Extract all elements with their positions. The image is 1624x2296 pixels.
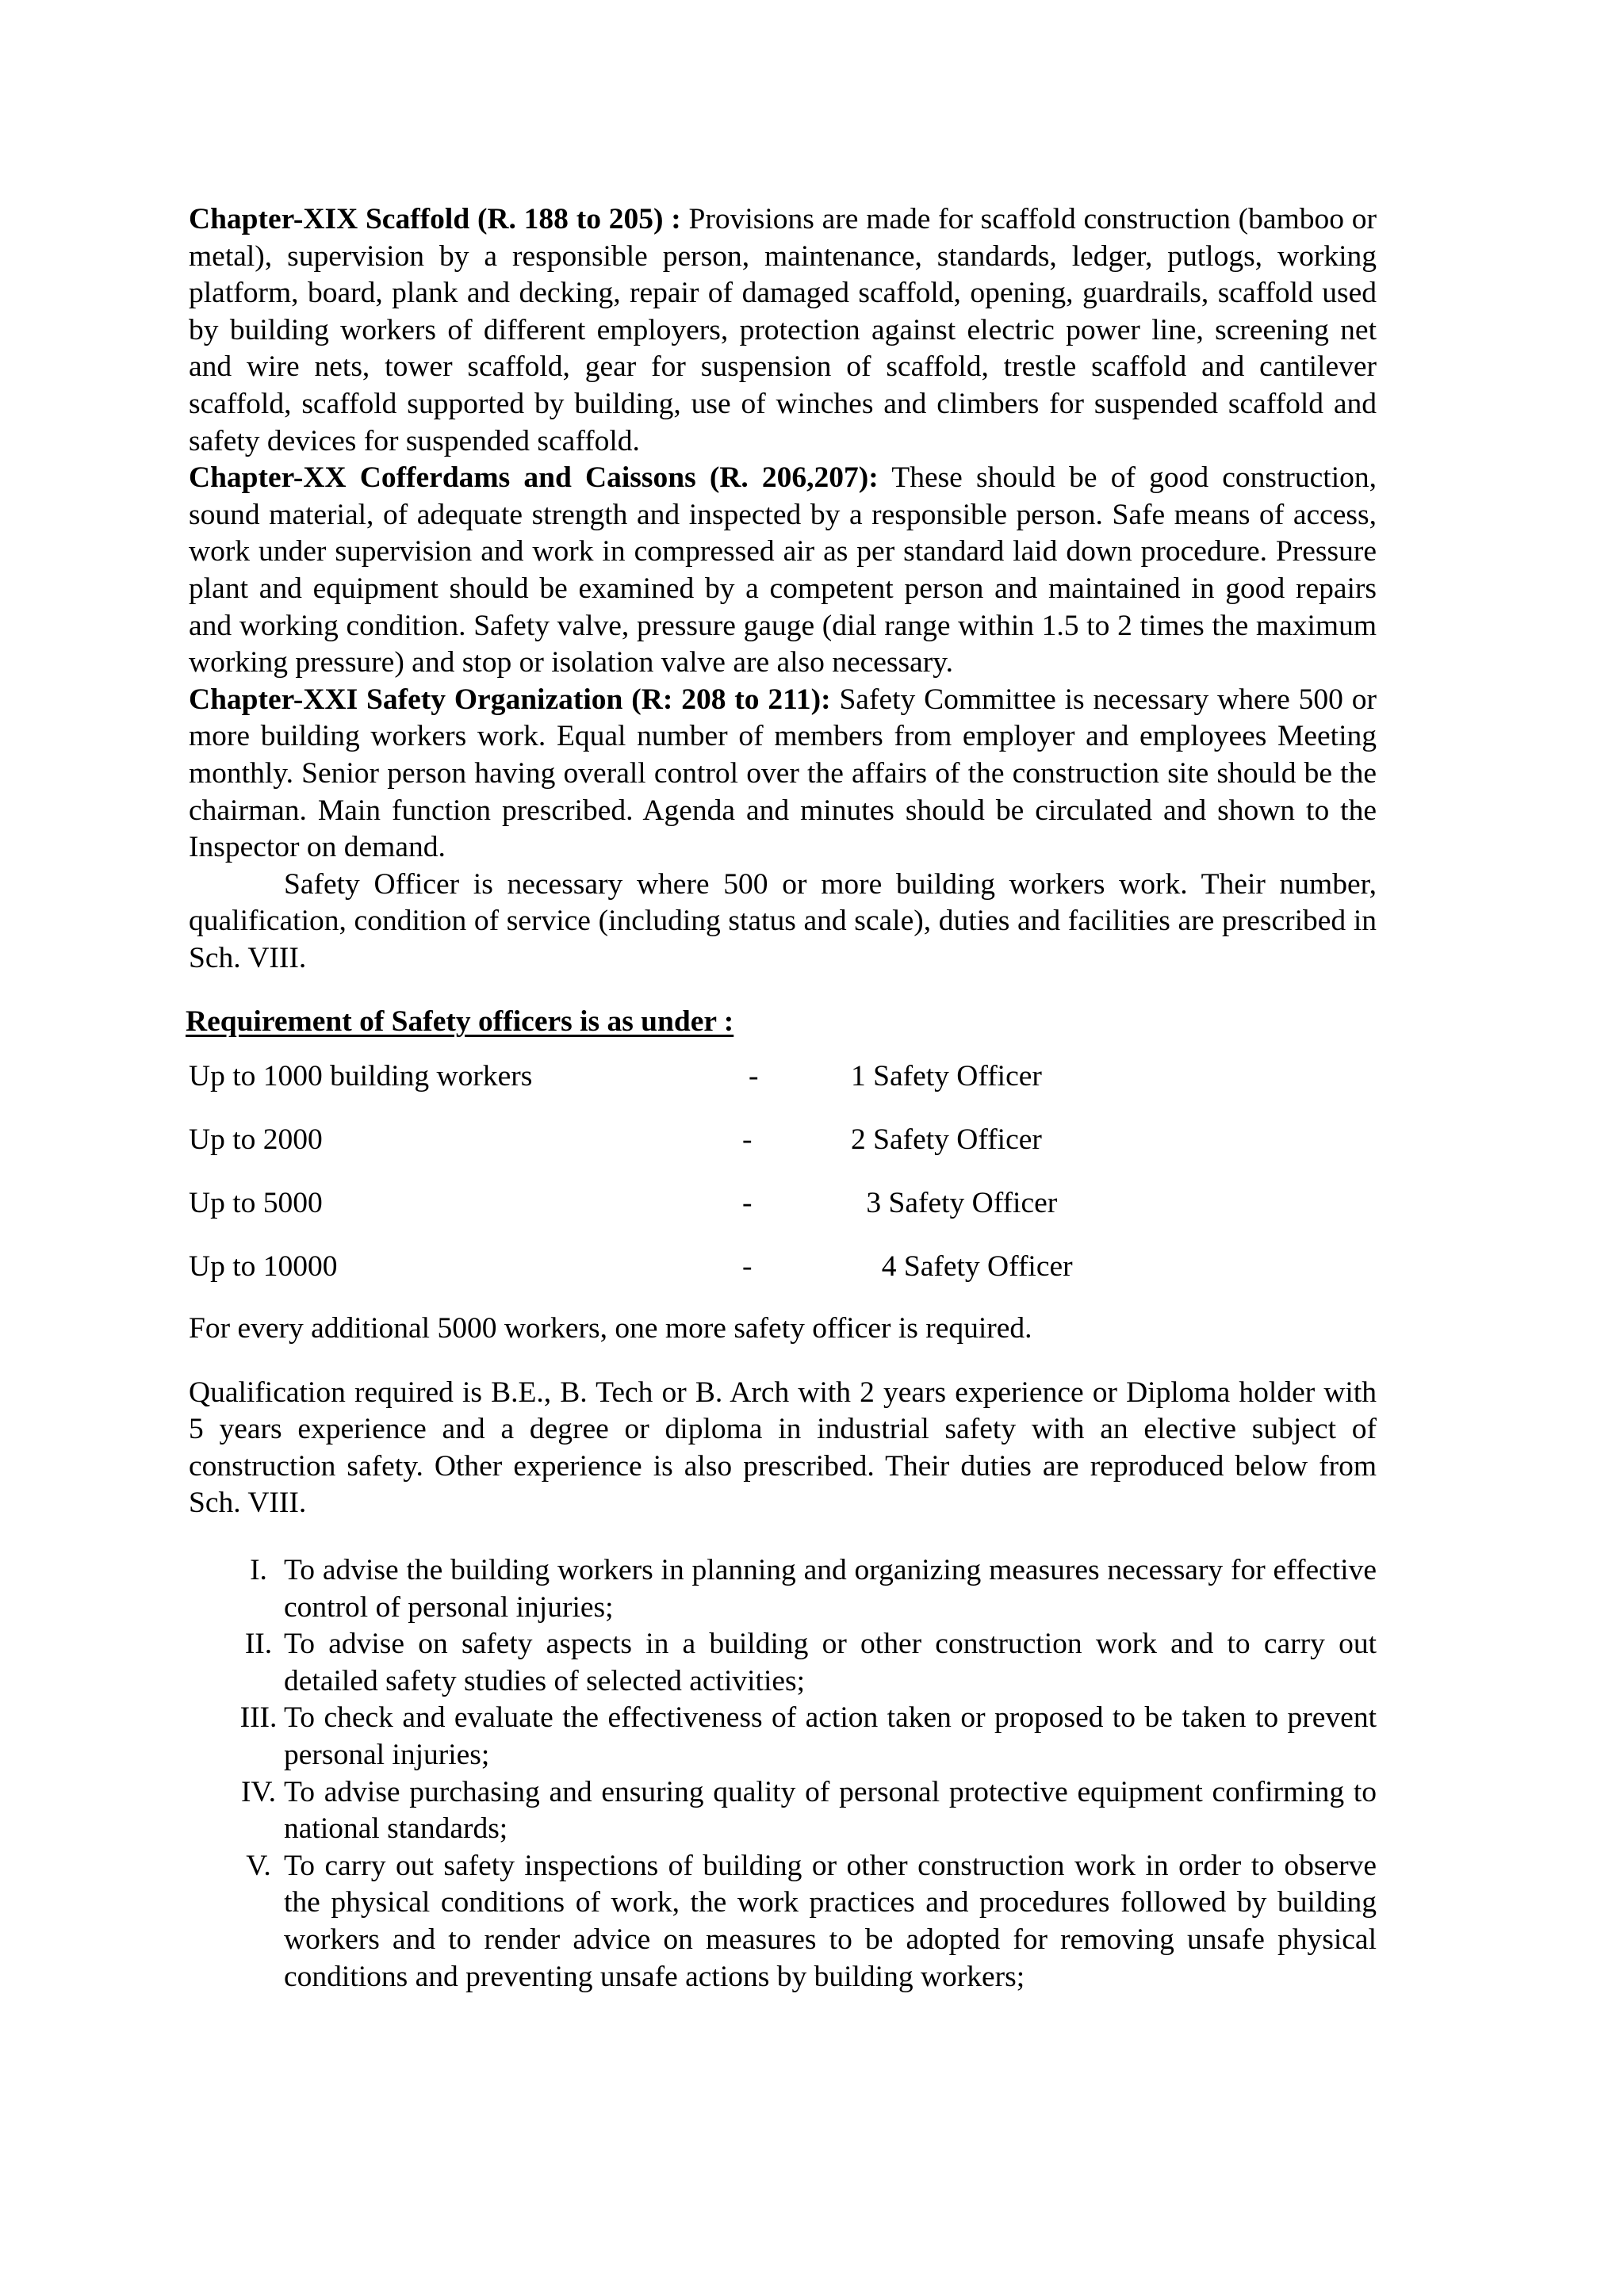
duty-number: V. (246, 1849, 271, 1882)
workers-cell: Up to 10000 (189, 1250, 338, 1284)
safety-officer-paragraph: Safety Officer is necessary where 500 or more building workers work. Their number, qualification, condition of service (including status and scale), duties and facilities are prescribed in Sch. VIII. (189, 867, 1377, 974)
chapter-21-body: Safety Committee is necessary where 500 or more building workers work. Equal number of members from employer and employees Meeting monthly. Senior person having overall control over the affairs of the construction site should be the chairman. Main function prescribed. Agenda and minutes should be circulated and shown to the Inspector on demand. (189, 683, 1377, 864)
duty-number: I. (250, 1554, 267, 1587)
workers-cell: Up to 2000 (189, 1123, 323, 1157)
officers-cell: 3 Safety Officer (859, 1187, 1058, 1220)
workers-cell: Up to 1000 building workers (189, 1060, 533, 1093)
document-page (186, 201, 1377, 1996)
additional-workers-note: For every additional 5000 workers, one more safety officer is required. (189, 1312, 1032, 1345)
duty-item (189, 1552, 1377, 1626)
duty-number: II. (244, 1628, 273, 1661)
officers-cell: 1 Safety Officer (851, 1060, 1042, 1093)
dash-cell: - (742, 1250, 753, 1284)
chapter-21-paragraph (189, 682, 1377, 867)
qualification-paragraph: Qualification required is B.E., B. Tech or B. Arch with 2 years experience or Diploma holder with 5 years experience and a degree or diploma in industrial safety with an elective subject of construction safety. Other experience is also prescribed. Their duties are reproduced below from Sch. VIII. (189, 1376, 1377, 1520)
officers-cell: 4 Safety Officer (867, 1250, 1073, 1284)
duty-number: IV. (240, 1775, 277, 1808)
requirement-row (189, 1185, 1377, 1249)
duty-text: To advise on safety aspects in a building or other construction work and to carry out detailed safety studies of selected activities; (284, 1628, 1377, 1697)
requirement-row (189, 1122, 1377, 1185)
duties-list (189, 1552, 1377, 1996)
requirement-heading: Requirement of Safety officers is as under : (186, 1005, 734, 1039)
dash-cell: - (742, 1187, 753, 1220)
dash-cell: - (742, 1123, 753, 1157)
officers-cell: 2 Safety Officer (851, 1123, 1042, 1157)
requirement-row (189, 1249, 1377, 1312)
duty-text: To check and evaluate the effectiveness of action taken or proposed to be taken to prevent personal injuries; (284, 1701, 1377, 1771)
duty-item (189, 1626, 1377, 1700)
chapter-19-body: Provisions are made for scaffold construction (bamboo or metal), supervision by a responsible person, maintenance, standards, ledger, putlogs, working platform, board, plank and decking, repair of damaged scaffold, opening, guardrails, scaffold used by building workers of different employers, protection against electric power line, screening net and wire nets, tower scaffold, gear for suspension of scaffold, trestle scaffold and cantilever scaffold, scaffold supported by building, use of winches and climbers for suspended scaffold and safety devices for suspended scaffold. (189, 203, 1377, 457)
chapter-20-paragraph (189, 460, 1377, 682)
duty-text: To advise the building workers in planning and organizing measures necessary for effective control of personal injuries; (284, 1554, 1377, 1624)
workers-cell: Up to 5000 (189, 1187, 323, 1220)
duty-item (189, 1848, 1377, 1996)
duty-item (189, 1700, 1377, 1774)
chapter-20-body: These should be of good construction, sound material, of adequate strength and inspected by a responsible person. Safe means of access, work under supervision and work in compressed air as per standard laid down procedure. Pressure plant and equipment should be examined by a competent person and maintained in good repairs and working condition. Safety valve, pressure gauge (dial range within 1.5 to 2 times the maximum working pressure) and stop or isolation valve are also necessary. (189, 461, 1377, 679)
duty-item (189, 1774, 1377, 1848)
requirement-row (189, 1058, 1377, 1122)
chapter-19-paragraph (189, 201, 1377, 460)
duty-text: To advise purchasing and ensuring quality of personal protective equipment confirming to national standards; (284, 1775, 1377, 1846)
dash-cell: - (749, 1060, 759, 1093)
chapter-20-title: Chapter-XX Cofferdams and Caissons (R. 206,207): (189, 461, 879, 495)
duty-number: III. (239, 1701, 278, 1735)
chapter-19-title: Chapter-XIX Scaffold (R. 188 to 205) : (189, 203, 681, 235)
requirement-table (189, 1058, 1377, 1312)
duty-text: To carry out safety inspections of building or other construction work in order to observe the physical conditions of work, the work practices and procedures followed by building workers and to render advice on measures to be adopted for removing unsafe physical conditions and preventing unsafe actions by building workers; (284, 1849, 1377, 1993)
chapter-21-title: Chapter-XXI Safety Organization (R: 208 to 211): (189, 683, 831, 716)
